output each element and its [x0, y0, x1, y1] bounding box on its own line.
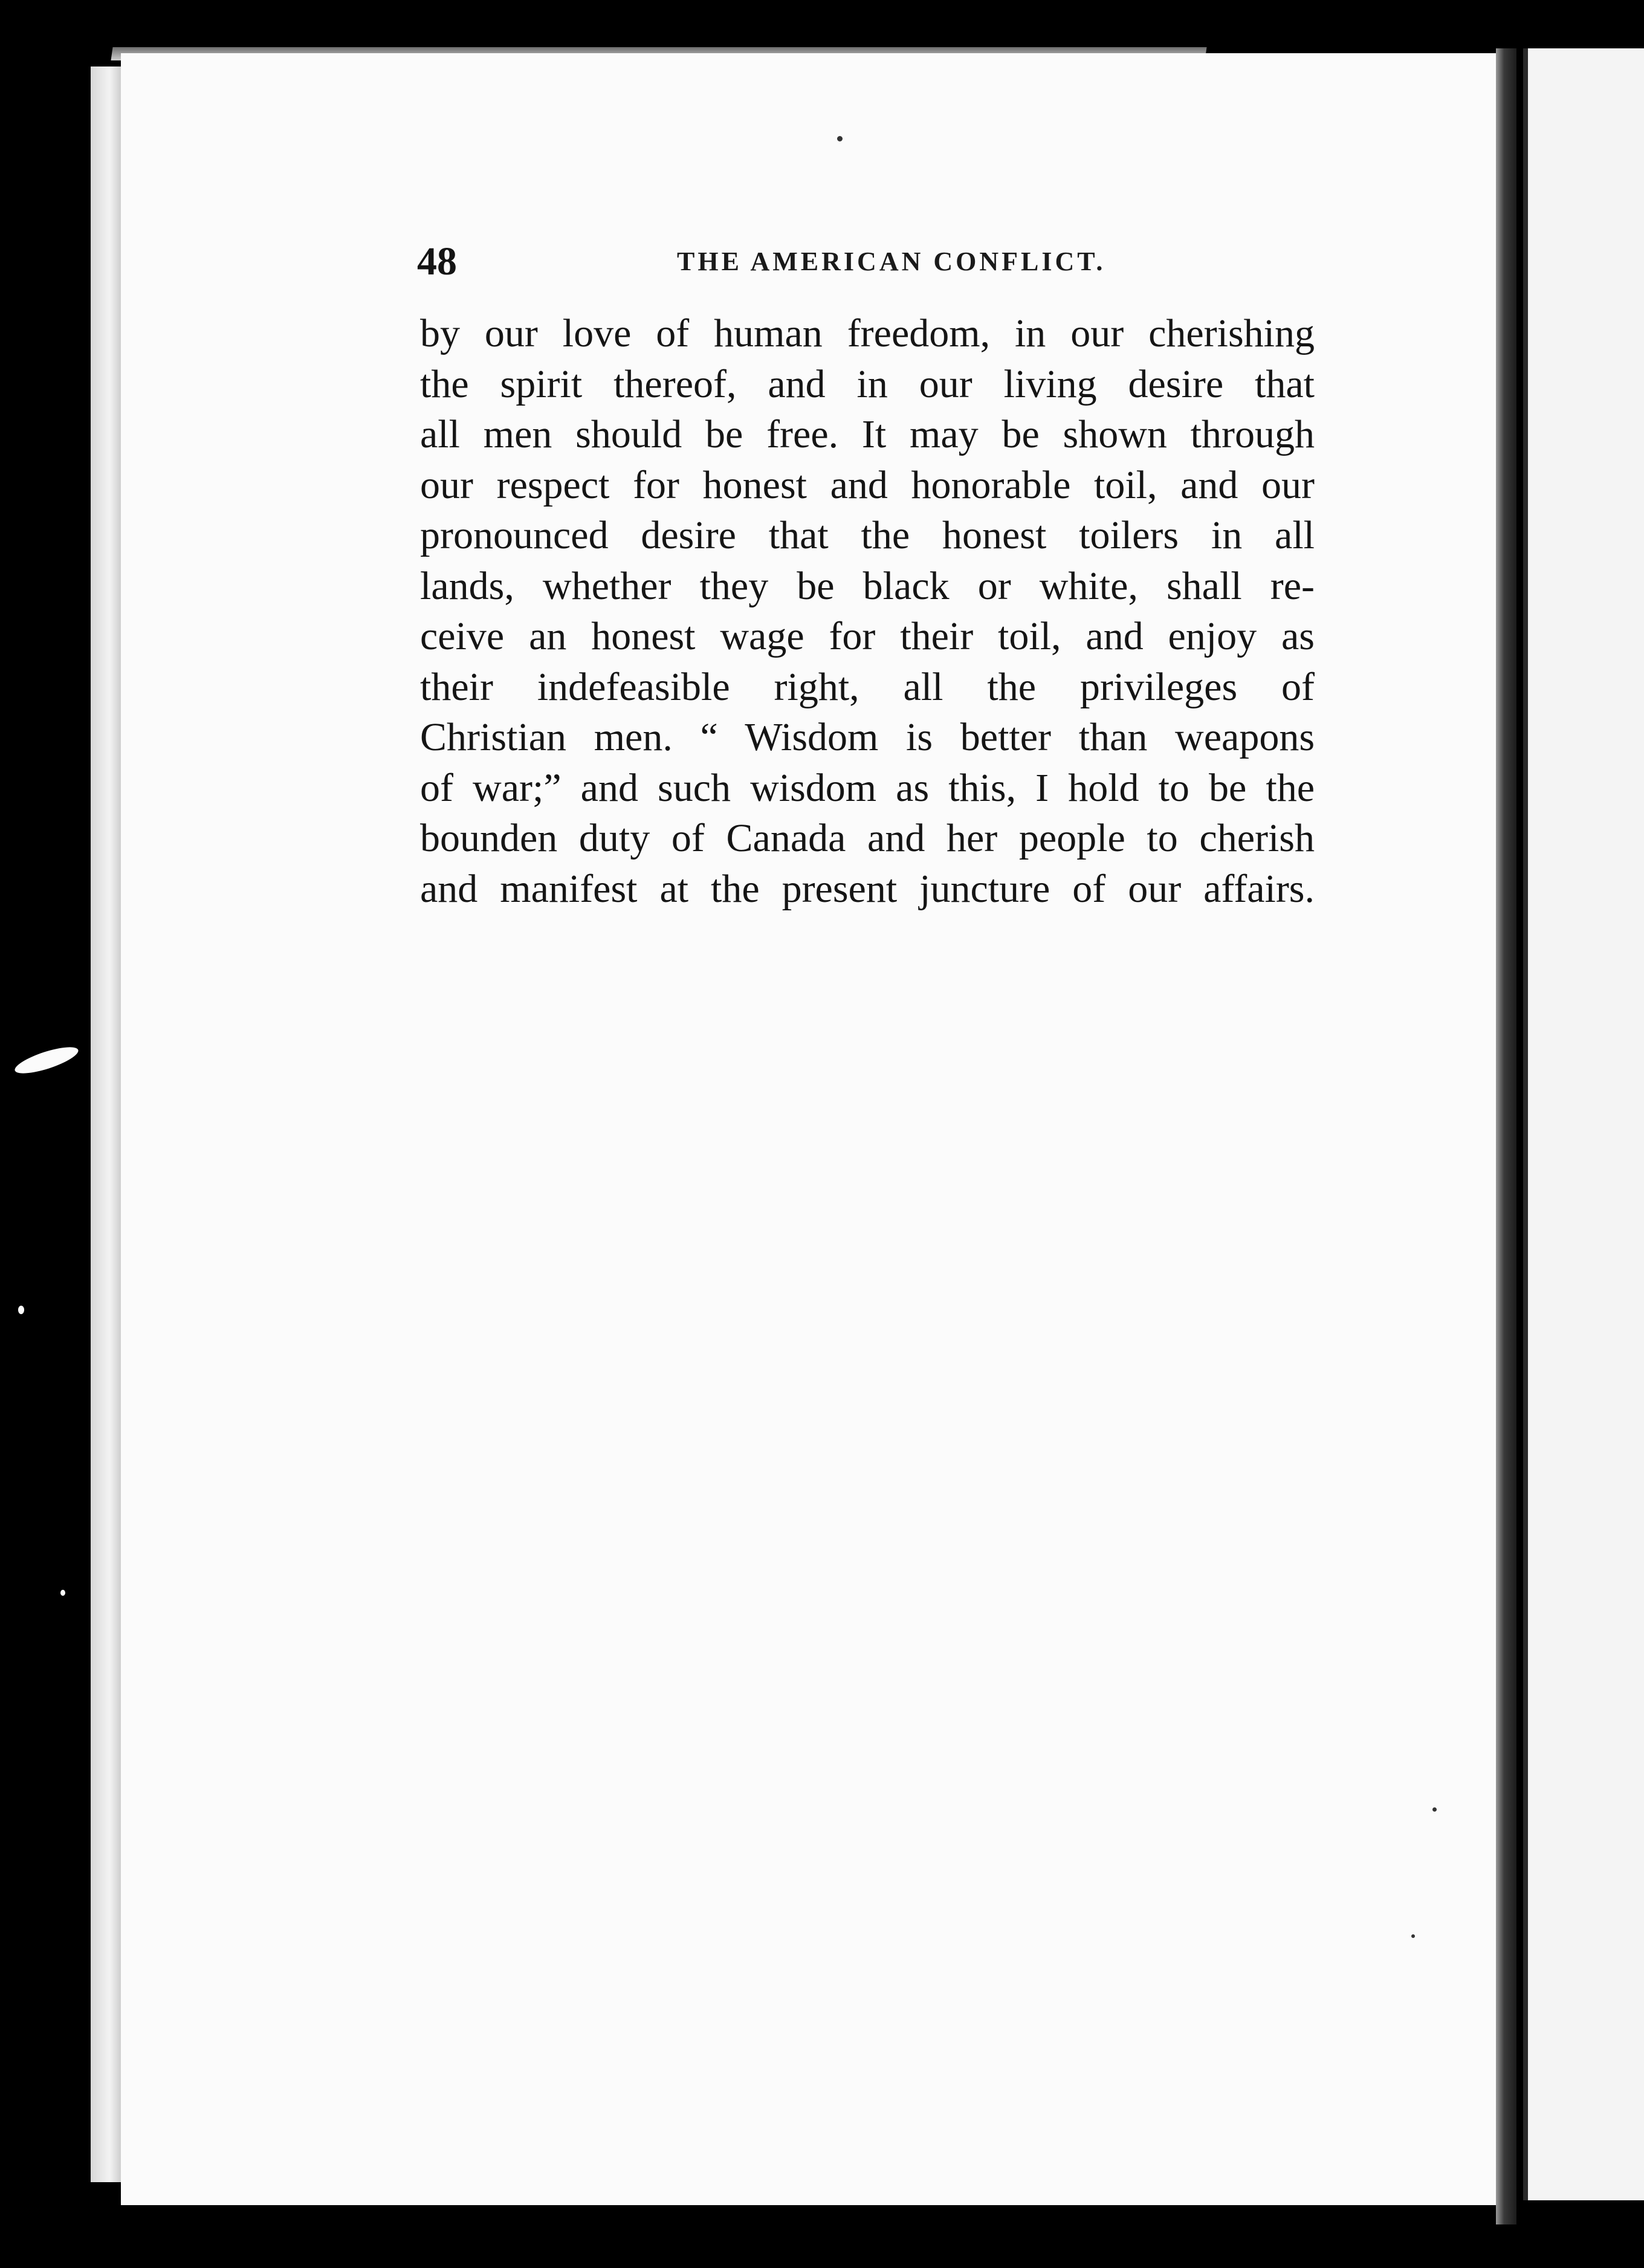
text-line: and manifest at the present juncture of our affairs.: [420, 866, 1315, 911]
body-text: [420, 308, 1315, 914]
scan-speck: [837, 136, 843, 141]
running-head: THE AMERICAN CONFLICT.: [677, 247, 1106, 276]
text-line: their indefeasible right, all the privileges of: [420, 664, 1315, 709]
text-line: ceive an honest wage for their toil, and enjoy as: [420, 614, 1315, 658]
scan-speck: [18, 1306, 24, 1314]
page-header: [417, 239, 1336, 287]
page-gutter-shadow: [1496, 48, 1516, 2224]
text-line: the spirit thereof, and in our living desire that: [420, 361, 1315, 406]
text-line: pronounced desire that the honest toilers in all: [420, 513, 1315, 557]
scan-speck: [60, 1590, 65, 1596]
text-line: our respect for honest and honorable toil, and our: [420, 462, 1315, 507]
page-number: 48: [417, 239, 457, 284]
facing-page-edge: [1523, 48, 1644, 2200]
text-line: of war;” and such wisdom as this, I hold to be the: [420, 765, 1315, 810]
text-line: lands, whether they be black or white, shall re-: [420, 563, 1315, 608]
text-line: bounden duty of Canada and her people to cherish: [420, 816, 1315, 860]
scan-speck: [1411, 1934, 1415, 1938]
text-line: all men should be free. It may be shown through: [420, 412, 1315, 456]
text-line: Christian men. “ Wisdom is better than weapons: [420, 715, 1315, 759]
scan-speck: [1432, 1807, 1437, 1812]
text-line: by our love of human freedom, in our cherishing: [420, 311, 1315, 355]
scan-smudge: [12, 1042, 80, 1079]
